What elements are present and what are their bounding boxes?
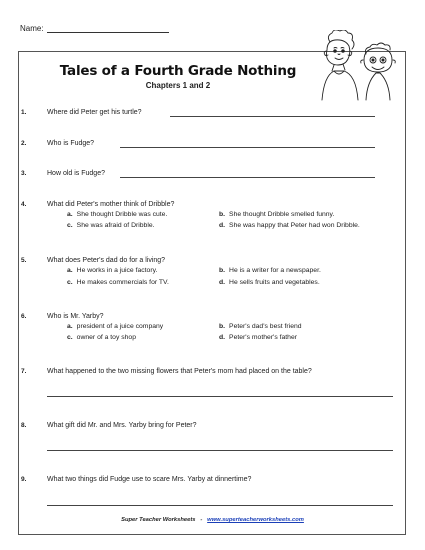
answer-line[interactable] [47, 396, 393, 397]
question-number: 9. [21, 476, 27, 483]
choice-a[interactable] [67, 323, 163, 330]
question-text: Who is Mr. Yarby? [47, 313, 104, 320]
choice-text: He works in a juice factory. [76, 267, 158, 274]
footer [0, 517, 425, 523]
question-text: What two things did Fudge use to scare Mrs. Yarby at dinnertime? [47, 476, 252, 483]
choice-letter: a. [67, 323, 73, 330]
choice-a[interactable] [67, 267, 157, 274]
choice-letter: d. [219, 334, 226, 341]
choice-text: Peter's mother's father [229, 334, 297, 341]
choice-text: He makes commercials for TV. [76, 279, 169, 286]
choice-text: He is a writer for a newspaper. [229, 267, 321, 274]
footer-url-link[interactable]: www.superteacherworksheets.com [207, 517, 304, 523]
footer-separator: - [200, 517, 203, 523]
question-text: Who is Fudge? [47, 140, 95, 147]
choice-d[interactable] [219, 334, 297, 341]
question-text: What gift did Mr. and Mrs. Yarby bring for Peter? [47, 422, 197, 429]
question-text: Where did Peter get his turtle? [47, 109, 142, 116]
choice-letter: b. [219, 267, 226, 274]
question-number: 1. [21, 109, 27, 116]
choice-b[interactable] [219, 211, 334, 218]
choice-a[interactable] [67, 211, 167, 218]
choice-letter: c. [67, 279, 73, 286]
choice-text: He sells fruits and vegetables. [229, 279, 320, 286]
question-number: 4. [21, 201, 27, 208]
answer-line[interactable] [47, 450, 393, 451]
question-number: 7. [21, 368, 27, 375]
answer-line[interactable] [120, 147, 375, 148]
choice-letter: a. [67, 267, 73, 274]
question-number: 5. [21, 257, 27, 264]
question-number: 8. [21, 422, 27, 429]
choice-text: owner of a toy shop [76, 334, 136, 341]
name-line[interactable] [47, 24, 169, 33]
choice-text: She was happy that Peter had won Dribble. [229, 222, 360, 229]
answer-line[interactable] [120, 177, 375, 178]
choice-letter: a. [67, 211, 73, 218]
question-text: What happened to the two missing flowers that Peter's mom had placed on the table? [47, 368, 312, 375]
question-number: 2. [21, 140, 27, 147]
choice-b[interactable] [219, 323, 302, 330]
choice-d[interactable] [219, 279, 320, 286]
choice-letter: c. [67, 334, 73, 341]
choice-letter: d. [219, 222, 226, 229]
worksheet-subtitle: Chapters 1 and 2 [145, 81, 211, 90]
answer-line[interactable] [170, 116, 375, 117]
footer-site-name: Super Teacher Worksheets [121, 517, 196, 523]
choice-text: She was afraid of Dribble. [76, 222, 155, 229]
worksheet-frame [18, 51, 406, 535]
worksheet-title: Tales of a Fourth Grade Nothing [59, 63, 297, 79]
choice-c[interactable] [67, 334, 136, 341]
name-label: Name: [20, 24, 44, 33]
answer-line[interactable] [47, 505, 393, 506]
choice-b[interactable] [219, 267, 321, 274]
choice-text: president of a juice company [76, 323, 164, 330]
question-text: How old is Fudge? [47, 170, 105, 177]
question-number: 3. [21, 170, 27, 177]
name-field-row [20, 24, 169, 33]
question-text: What did Peter's mother think of Dribble? [47, 201, 175, 208]
choice-letter: c. [67, 222, 73, 229]
choice-letter: b. [219, 211, 226, 218]
choice-d[interactable] [219, 222, 360, 229]
choice-c[interactable] [67, 279, 169, 286]
choice-letter: b. [219, 323, 226, 330]
choice-text: She thought Dribble was cute. [76, 211, 168, 218]
choice-text: Peter's dad's best friend [229, 323, 302, 330]
choice-text: She thought Dribble smelled funny. [229, 211, 335, 218]
choice-c[interactable] [67, 222, 155, 229]
question-text: What does Peter's dad do for a living? [47, 257, 166, 264]
kids-illustration [308, 30, 404, 102]
question-number: 6. [21, 313, 27, 320]
choice-letter: d. [219, 279, 226, 286]
